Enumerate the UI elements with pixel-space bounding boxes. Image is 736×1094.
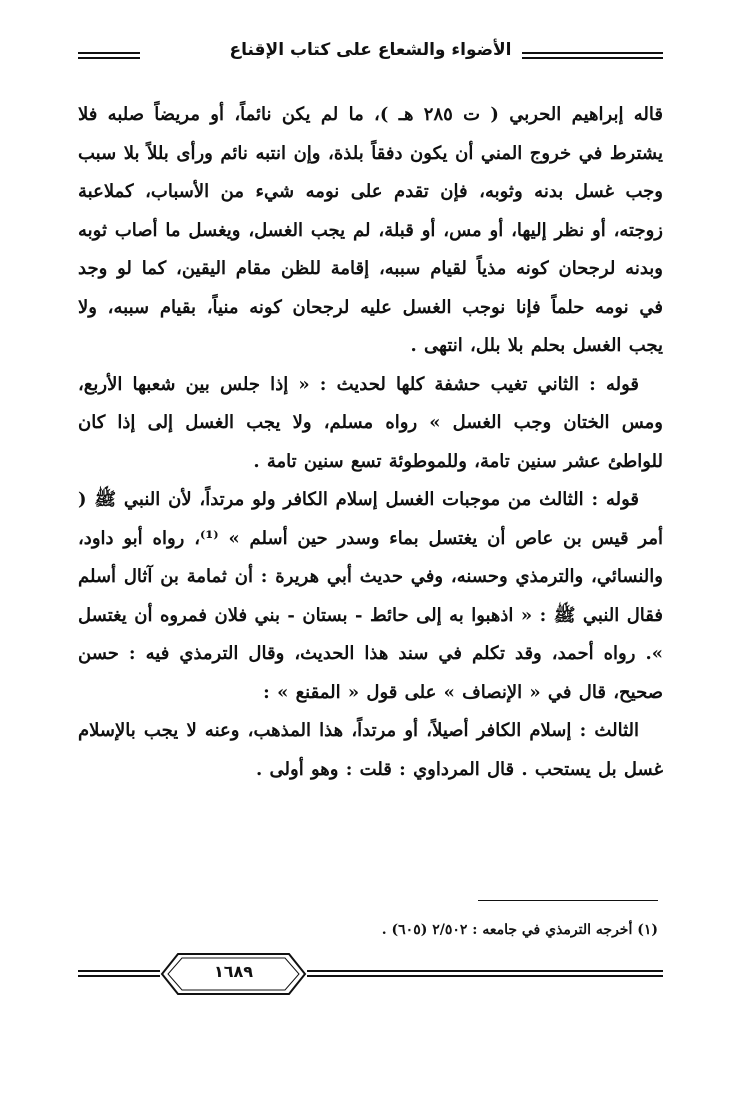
book-title: الأضواء والشعاع على كتاب الإقناع [219, 40, 521, 60]
paragraph-2: قوله : الثاني تغيب حشفة كلها لحديث : « إذا جلس بين شعبها الأربع، ومس الختان وجب الغسل » رواه مسلم، ولا يجب الغسل إلى إذا كان للواطئ عشر سنين تامة، وللموطوئة تسع سنين تامة . [78, 373, 663, 472]
main-text [78, 96, 663, 789]
page-footer [78, 950, 663, 1000]
footer-rule-left [78, 970, 160, 977]
page-number: ١٦٨٩ [213, 962, 254, 981]
footnote-separator [478, 900, 658, 901]
paragraph-3: قوله : الثالث من موجبات الغسل إسلام الكافر ولو مرتداً، لأن النبي ﷺ ( أمر قيس بن عاص أن يغتسل بماء وسدر حين أسلم » ⁽¹⁾، رواه أبو داود، والنسائي، والترمذي وحسنه، وفي حديث أبي هريرة : أن ثمامة بن آثال أسلم فقال النبي ﷺ : « اذهبوا به إلى حائط - بستان - بني فلان فمروه أن يغتسل ». رواه أحمد، وقد تكلم في سند هذا الحديث، وقال الترمذي فيه : حسن صحيح، قال في « الإنصاف » على قول « المقنع » : [78, 489, 663, 703]
footer-rule-right [307, 970, 663, 977]
paragraph-1: قاله إبراهيم الحربي ( ت ٢٨٥ هـ )، ما لم يكن نائماً، أو مريضاً صلبه فلا يشترط في خروج المني أن يكون دفقاً بلذة، وإن انتبه نائم ورأى بللاً بلا سبب وجب غسل بدنه وثوبه، فإن تقدم على نومه شيء من الأسباب، كملاعبة زوجته، أو نظر إليها، أو مس، أو قبلة، لم يجب الغسل، ويغسل ما أصاب ثوبه وبدنه لرجحان كونه مذياً لقيام سببه، إقامة للظن مقام اليقين، كما لو وجد في نومه حلماً فإنا نوجب الغسل عليه لرجحان كونه منياً، بقيام سببه، ولا يجب الغسل بحلم بلا بلل، انتهى . [78, 104, 663, 356]
header-title-wrap [78, 40, 663, 60]
footnote: (١) أخرجه الترمذي في جامعه : ٢/٥٠٢ (٦٠٥) . [381, 922, 658, 938]
paragraph-4: الثالث : إسلام الكافر أصيلاً، أو مرتداً، هذا المذهب، وعنه لا يجب بالإسلام غسل بل يستحب . قال المرداوي : قلت : وهو أولى . [78, 720, 663, 780]
running-header [78, 36, 663, 76]
